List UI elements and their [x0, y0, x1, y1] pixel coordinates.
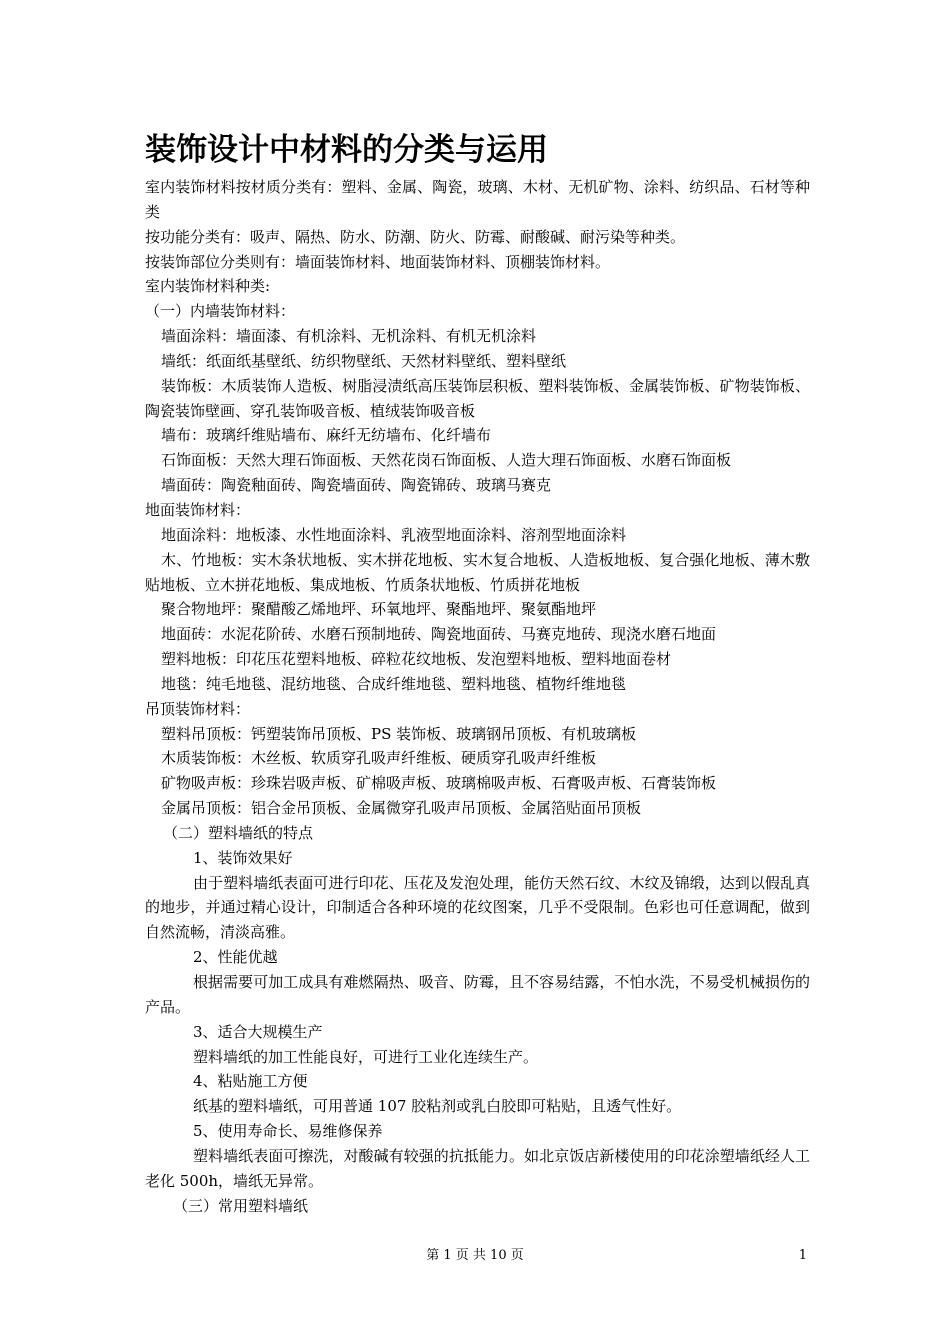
feature-heading: 4、粘贴施工方便 — [193, 1072, 308, 1091]
list-item: 塑料吊顶板：钙塑装饰吊顶板、PS 装饰板、玻璃钢吊顶板、有机玻璃板 — [161, 724, 637, 743]
paragraph-material-types: 室内装饰材料种类: — [145, 277, 271, 296]
list-item: 地毯：纯毛地毯、混纺地毯、合成纤维地毯、塑料地毯、植物纤维地毯 — [161, 674, 627, 693]
list-item: 聚合物地坪：聚醋酸乙烯地坪、环氧地坪、聚酯地坪、聚氨酯地坪 — [161, 600, 597, 619]
document-body — [145, 175, 810, 1218]
paragraph-function-classification: 按功能分类有：吸声、隔热、防水、防潮、防火、防霉、耐酸碱、耐污染等种类。 — [145, 227, 686, 246]
section-heading-ceiling: 吊顶装饰材料： — [145, 699, 251, 718]
list-item: 装饰板：木质装饰人造板、树脂浸渍纸高压装饰层积板、塑料装饰板、金属装饰板、矿物装饰板、陶瓷装饰壁画、穿孔装饰吸音板、植绒装饰吸音板 — [145, 376, 810, 420]
page-number: 1 — [798, 1248, 807, 1263]
feature-heading: 3、适合大规模生产 — [193, 1022, 323, 1041]
section-heading-wallpaper-features: （二）塑料墙纸的特点 — [163, 823, 314, 842]
list-item: 墙面涂料：墙面漆、有机涂料、无机涂料、有机无机涂料 — [161, 327, 537, 346]
feature-paragraph: 由于塑料墙纸表面可进行印花、压花及发泡处理，能仿天然石纹、木纹及锦缎，达到以假乱真的地步，并通过精心设计，印制适合各种环境的花纹图案，几乎不受限制。色彩也可任意调配，做到自然流畅，清淡高雅。 — [145, 873, 810, 942]
document-title: 装饰设计中材料的分类与运用 — [145, 132, 548, 168]
list-item: 地面涂料：地板漆、水性地面涂料、乳液型地面涂料、溶剂型地面涂料 — [161, 525, 627, 544]
list-item: 石饰面板：天然大理石饰面板、天然花岗石饰面板、人造大理石饰面板、水磨石饰面板 — [161, 451, 732, 470]
feature-heading: 1、装饰效果好 — [193, 848, 293, 867]
page-count: 第 1 页 共 10 页 — [426, 1248, 524, 1263]
list-item: 塑料地板：印花压花塑料地板、碎粒花纹地板、发泡塑料地板、塑料地面卷材 — [161, 650, 672, 669]
list-item: 金属吊顶板：铝合金吊顶板、金属微穿孔吸声吊顶板、金属箔贴面吊顶板 — [161, 799, 642, 818]
section-heading-floor: 地面装饰材料： — [145, 500, 251, 519]
paragraph-location-classification: 按装饰部位分类则有：墙面装饰材料、地面装饰材料、顶棚装饰材料。 — [145, 252, 611, 271]
feature-paragraph: 根据需要可加工成具有难燃隔热、吸音、防霉，且不容易结露，不怕水洗，不易受机械损伤的产品。 — [145, 973, 810, 1016]
list-item: 墙纸：纸面纸基壁纸、纺织物壁纸、天然材料壁纸、塑料壁纸 — [161, 351, 567, 370]
paragraph-material-classification: 室内装饰材料按材质分类有：塑料、金属、陶瓷，玻璃、木材、无机矿物、涂料、纺织品、石材等种类 — [145, 178, 810, 221]
list-item: 地面砖：水泥花阶砖、水磨石预制地砖、陶瓷地面砖、马赛克地砖、现浇水磨石地面 — [161, 625, 717, 644]
section-heading-interior-wall: （一）内墙装饰材料： — [145, 302, 296, 321]
feature-heading: 5、使用寿命长、易维修保养 — [193, 1122, 383, 1141]
list-item: 木、竹地板：实木条状地板、实木拼花地板、实木复合地板、人造板地板、复合强化地板、薄木敷贴地板、立木拼花地板、集成地板、竹质条状地板、竹质拼花地板 — [145, 550, 810, 594]
feature-paragraph: 纸基的塑料墙纸，可用普通 107 胶粘剂或乳白胶即可粘贴，且透气性好。 — [193, 1097, 682, 1116]
list-item: 木质装饰板：木丝板、软质穿孔吸声纤维板、硬质穿孔吸声纤维板 — [161, 749, 597, 768]
list-item: 墙面砖：陶瓷釉面砖、陶瓷墙面砖、陶瓷锦砖、玻璃马赛克 — [161, 476, 552, 495]
list-item: 墙布：玻璃纤维贴墙布、麻纤无纺墙布、化纤墙布 — [161, 426, 492, 445]
list-item: 矿物吸声板：珍珠岩吸声板、矿棉吸声板、玻璃棉吸声板、石膏吸声板、石膏装饰板 — [161, 774, 717, 793]
feature-heading: 2、性能优越 — [193, 948, 278, 967]
feature-paragraph: 塑料墙纸表面可擦洗，对酸碱有较强的抗抵能力。如北京饭店新楼使用的印花涂塑墙纸经人工老化 500h，墙纸无异常。 — [145, 1146, 810, 1190]
section-heading-common-wallpaper: （三）常用塑料墙纸 — [173, 1196, 309, 1215]
feature-paragraph: 塑料墙纸的加工性能良好，可进行工业化连续生产。 — [193, 1047, 539, 1066]
